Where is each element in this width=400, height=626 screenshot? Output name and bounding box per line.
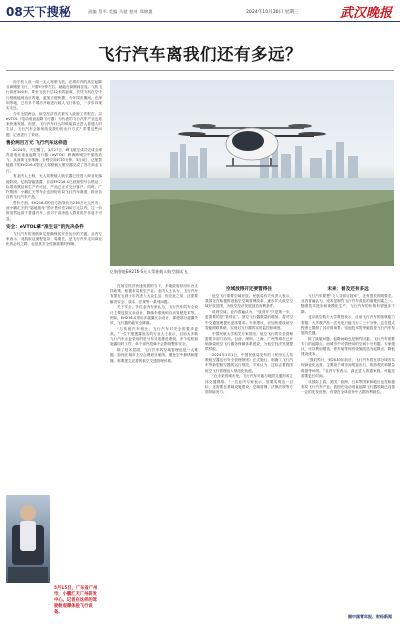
article-column-3 (205, 284, 293, 626)
page-header (0, 0, 400, 22)
paragraph: 说到空域，业内普遍认为，“放得开”只是第一步，更重要的是“管得住”。低空飞行器数量的增加，将对空中交通管理提出更高要求。专家建议，应加快建设低空智能网联系统，实现对飞行器的实时监控和调度。 (205, 310, 293, 330)
paragraph: 关于安全，多位业内专家认为，飞行汽车的安全设计主要包括冗余设计、降落伞系统和自动驾驶技术等。例如，EH216-S采用多旋翼冗余设计，即使部分旋翼失效，飞行器仍能安全降落。 (110, 305, 198, 326)
newspaper-masthead: 武汉晚报 (339, 6, 392, 21)
subheading: 安全：eVTOL拿“准生证”的先决条件 (6, 224, 84, 230)
paragraph: 除了技术层面，飞行汽车的空域管理也是一大难题。如何在城市上空合理划分航线、避免空中拥堵和碰撞，需要建立完善的低空交通管理体系。 (110, 348, 198, 363)
editors-line: 责编 蔡军 美编 马超 校对 郑锦惠 (88, 9, 153, 14)
paragraph: 中国民航大学相关专家指出，低空飞行的安全管理需要多部门协同。目前，深圳、上海、广州等城市已开始探索低空飞行服务保障体系建设，为低空经济发展提供样板。 (205, 331, 293, 352)
small-photo-cockpit (6, 495, 50, 583)
issue-date: 2024年10月30日 星期三 (246, 10, 299, 15)
paragraph: 2024年，天空醒了。3月27日，峰飞航空成功完成全球首条电动垂直起降飞行器（eVTOL）跨海跨城空中航线首飞，从深圳飞至珠海，全程仅用时20分钟。3月4日，亿航智能旗下的EH216-S型无人驾驶载人航空器完成了首次商业飞行。 (6, 147, 102, 173)
paragraph: “我们预计，到2030年前后，飞行汽车将在部分城市实现商业化运营，主要用于城市间短途出行、旅游观光和紧急救援等场景。”业内专家表示，真正进入普通家庭，可能还需要更长时间。 (301, 358, 395, 378)
subheading: 空域放得开还要管得住 (226, 287, 272, 292)
paragraph: 今年全国两会，低空经济首次被写入政府工作报告。以eVTOL（电动垂直起降飞行器）为代表的飞行汽车产业也迎来快速发展。但是，飞行汽车什么时候能真正进入普通人的生活，飞行汽车会如何改变我们的出行方式？带着这些问题，记者进行了采访。 (6, 111, 102, 137)
cockpit-illustration (6, 495, 50, 583)
paragraph: “在未来的城市里，飞行汽车可能与地面交通形成立体交通网络。”一位业内专家表示，但要实现这一目标，还需要在基础设施建设、空域管理、法律法规等方面持续发力。 (205, 374, 293, 395)
subheading: 未来：普及还有多远 (327, 287, 369, 292)
main-photo-caption: 亿航智能EH216-S无人驾驶载人航空器试飞。 (110, 269, 192, 274)
paragraph: 在低空经济快速发展的当下，多地政府纷纷出台支持政策，积极布局低空产业。业内人士认为，飞行汽车有望在五到十年内进入大众生活，但在此之前，还需要解决安全、成本、法规等一系列问题。 (110, 284, 198, 304)
paragraph: 售价方面，EH216-S的官方指导价为239万元人民币；而小鹏汇天的“陆地航母”预计售价在200万元以内。这一价格虽然远高于普通汽车，但对于高净值人群来说并非遥不可及。 (6, 201, 102, 221)
main-photo-drone-aircraft (110, 80, 394, 266)
paragraph: 2024年1月1日，中国民航局发布的《民用无人驾驶航空器运行安全管理规则》正式施行，明确了飞行汽车等新型航空器的运行规范。专家认为，这标志着我国低空飞行管理迈入规范化轨道。 (205, 353, 293, 373)
paragraph: 飞行汽车要想“飞入寻常百姓家”，还有很长的路要走。业内普遍认为，成本是制约飞行汽车普及的重要因素之一。随着技术进步和规模化生产，飞行汽车的价格有望逐步下降。 (301, 294, 395, 314)
article-byline: 据中国青年报、财经新闻 (348, 614, 392, 619)
article-column-2 (110, 284, 198, 626)
paragraph: 除了续航问题，起降场地也是制约因素。飞行汽车需要专门的起降点，而城市中可供使用的空间十分有限。专家建议，可以利用楼顶、停车场等现有设施改造为起降点，降低建设成本。 (301, 336, 395, 357)
photo-illustration (110, 80, 394, 266)
paragraph: 有业内人士称，无人驾驶载人航空器已经进入商业化落地阶段。亿航智能透露，目前EH216-S已获颁型号合格证、标准适航证和生产许可证，产品已正式交付客户。同时，广汽集团、小鹏汇天等车企也纷纷布局飞行汽车赛道，推出各自的飞行汽车产品。 (6, 174, 102, 200)
article-headline: 飞行汽车离我们还有多远？ (98, 45, 302, 64)
page-section-label: 08天下搜秘 (6, 5, 71, 19)
small-photo-caption: 5月15日，广东省广州市，小鹏汇天广州研发中心。记者在这样的驾驶舱观摩体验飞行设备。 (54, 586, 98, 615)
paragraph: 低空飞行需要空域开放。民航局有关负责人表示，我国正在积极推进低空空域管理改革，逐步扩大低空空域开放范围，为低空经济发展创造有利条件。 (205, 294, 293, 309)
article-column-4 (301, 284, 395, 626)
paragraph: 从国际上看，美国、欧洲、日本等国家和地区也在积极布局飞行汽车产业。我国在电动垂直起降飞行器领域已具备一定的先发优势，有望在全球竞争中占据有利地位。 (301, 379, 395, 395)
paragraph: 同不机入设一面一无人驾驶飞机，在城市内的高空起降点商圈里飞行，只需5分钟左右，就能在商圈间往返。飞机飞行高度300米，乘坐飞机不过12米的距离，仅凭飞机在空中行驶就能到达目的地，更加方便快捷。今年国庆期间，在深圳等地，已有多个城市开始进行载人飞行体验，一步步向现实走近。 (6, 80, 102, 111)
subheading: 售价两百万元 飞行汽车这样造 (6, 140, 68, 146)
headline-divider (6, 70, 394, 71)
paragraph: “与传统汽车相比，飞行汽车对安全的要求更高。”一位不愿透露姓名的行业人士表示，目前大多数飞行汽车企业采用的是分布式电推进系统，多个电机和旋翼同时工作，单个部件故障不会影响整体安全。 (110, 326, 198, 347)
paragraph: 飞行汽车的适航审定是确保其安全运行的关键。业内专家表示，适航取证流程复杂、周期长，是飞行汽车走向商业化的必经之路，也是其安全性最重要的保障。 (6, 231, 102, 247)
paragraph: 北京航空航天大学教授表示，目前飞行汽车的续航能力有限，大多数产品一次充电只能飞行二三十分钟，这在很大程度上限制了其应用场景。电池技术的突破将是飞行汽车发展的关键。 (301, 315, 395, 336)
